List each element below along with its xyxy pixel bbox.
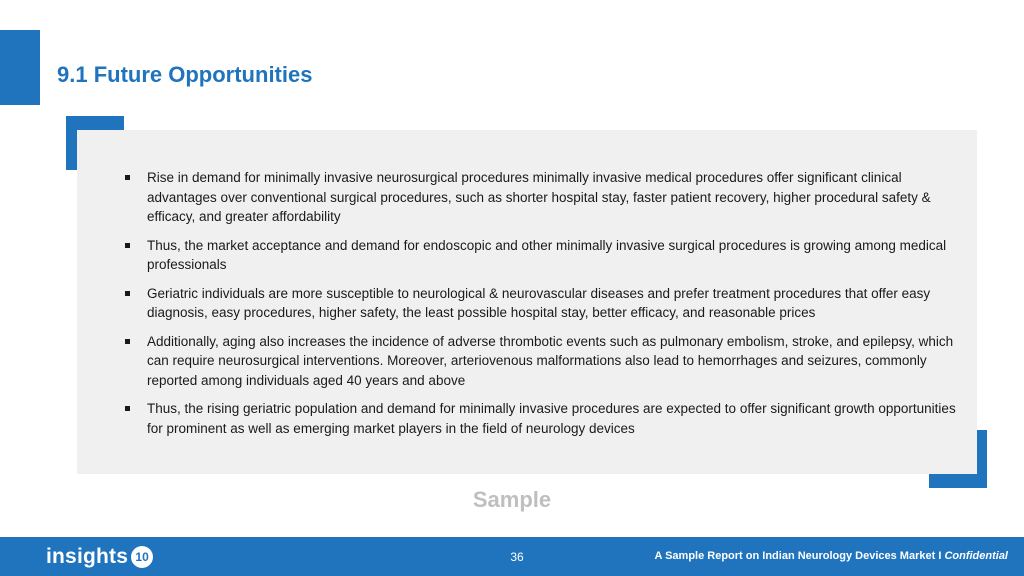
bullet-square-icon — [125, 291, 130, 296]
bullet-text: Rise in demand for minimally invasive neurosurgical procedures minimally invasive medical procedures offer significant clinical advantages over conventional surgical procedures, such as shorter hospital stay, faster patient recovery, higher procedural safety & efficacy, and greater affordability — [147, 170, 931, 224]
bullet-square-icon — [125, 339, 130, 344]
slide-title: 9.1 Future Opportunities — [57, 62, 313, 87]
page-number: 36 — [510, 550, 524, 564]
footer-note-confidential: Confidential — [944, 550, 1008, 562]
footer-note-main: A Sample Report on Indian Neurology Devices Market I — [654, 550, 945, 562]
bullet-text: Thus, the market acceptance and demand for endoscopic and other minimally invasive surgical procedures is growing among medical professionals — [147, 237, 947, 272]
left-accent-bar — [0, 30, 40, 105]
insights10-logo — [46, 545, 153, 569]
footer-bar — [0, 537, 1024, 576]
bullet-text: Thus, the rising geriatric population and demand for minimally invasive procedures are expected to offer significant growth opportunities for prominent as well as emerging market players in the field of neurology devices — [147, 401, 956, 436]
logo-text: insights — [46, 545, 129, 568]
bullet-square-icon — [125, 406, 130, 411]
bullet-item — [125, 284, 960, 323]
bullet-item — [125, 168, 960, 227]
bullet-item — [125, 399, 960, 438]
bullet-text: Additionally, aging also increases the incidence of adverse thrombotic events such as pulmonary embolism, stroke, and epilepsy, which can require neurosurgical interventions. Moreover, arteriovenous malformations also lead to hemorrhages and seizures, commonly reported among individuals aged 40 years and above — [147, 333, 954, 388]
corner-bracket-top-left-cutout — [94, 144, 124, 170]
footer-note — [655, 550, 1009, 562]
sample-watermark: Sample — [472, 487, 552, 512]
bullet-text: Geriatric individuals are more susceptible to neurological & neurovascular diseases and prefer treatment procedures that offer easy diagnosis, easy procedures, higher safety, the least possible hospital stay, better efficacy, and reasonable prices — [147, 285, 931, 320]
bullet-square-icon — [125, 243, 130, 248]
logo-badge-icon: 10 — [131, 546, 153, 568]
bullet-item — [125, 332, 960, 391]
bullet-list — [125, 168, 960, 447]
bullet-item — [125, 236, 960, 275]
bullet-square-icon — [125, 175, 130, 180]
